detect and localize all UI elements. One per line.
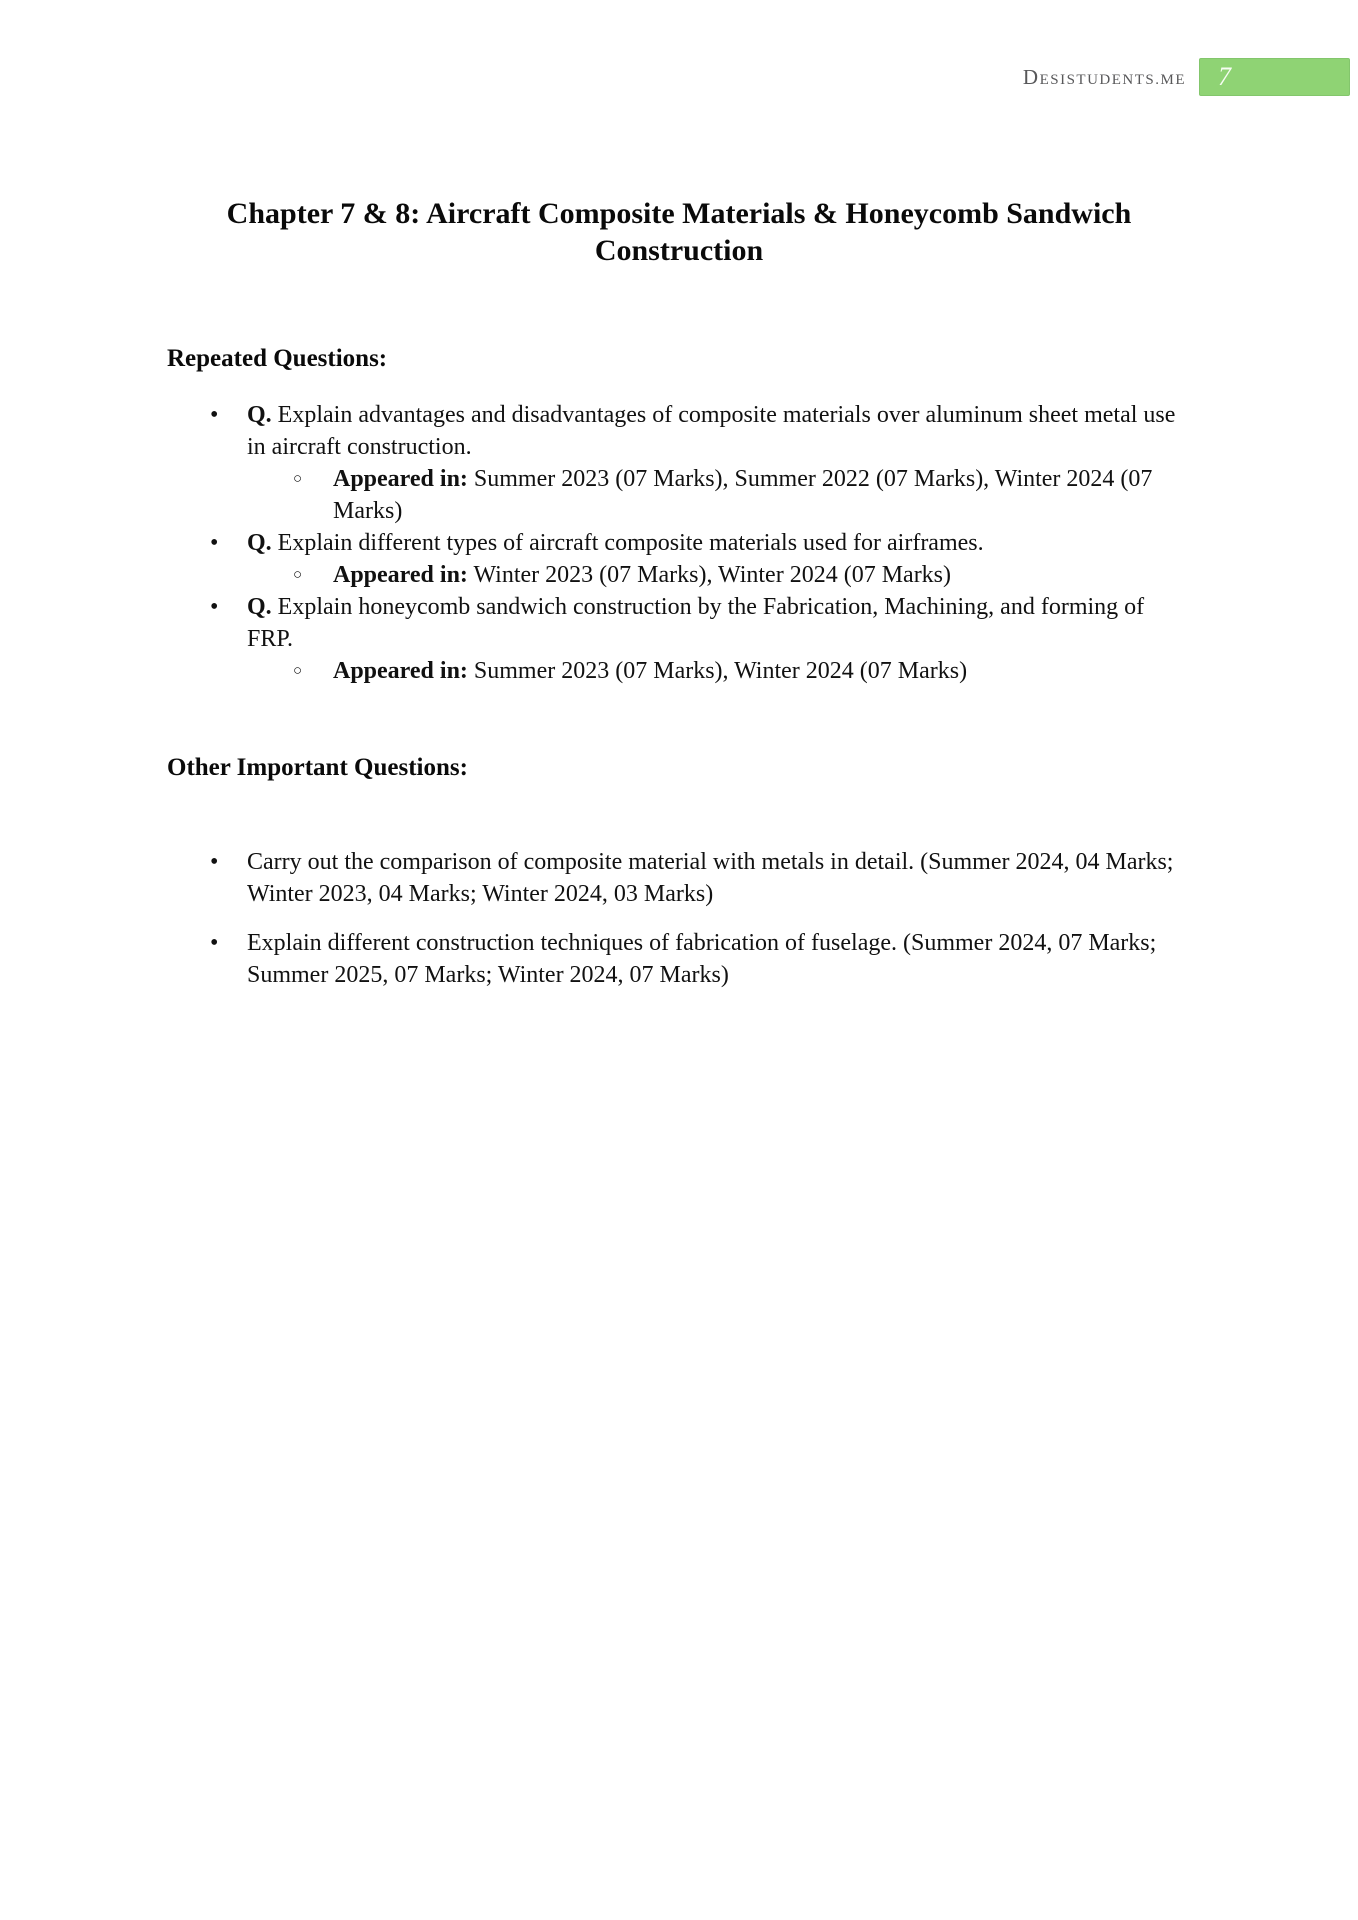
question-item (210, 399, 1196, 463)
page-number-badge (1199, 58, 1350, 96)
bullet-circle-icon: ○ (293, 567, 303, 583)
question-item (210, 927, 1196, 991)
question-text: Explain different types of aircraft composite materials used for airframes. (277, 530, 984, 556)
bullet-dot-icon: • (210, 930, 219, 956)
question-text: Explain advantages and disadvantages of composite materials over aluminum sheet metal use in aircraft construction. (247, 402, 1176, 460)
appeared-in-text: Summer 2023 (07 Marks), Winter 2024 (07 Marks) (473, 658, 968, 684)
question-item (210, 591, 1196, 655)
question-text: Carry out the comparison of composite material with metals in detail. (Summer 2024, 04 Marks; Winter 2023, 04 Marks; Winter 2024, 03 Marks) (247, 849, 1174, 907)
appeared-in-item (293, 655, 1196, 687)
appeared-in-item (293, 463, 1196, 527)
appeared-in-line (333, 463, 1196, 527)
question-text: Explain honeycomb sandwich construction by the Fabrication, Machining, and forming of FRP. (247, 594, 1145, 652)
site-name: DESISTUDENTS.ME (1022, 64, 1186, 89)
bullet-dot-icon: • (210, 530, 219, 556)
question-text-line (247, 591, 1196, 655)
bullet-dot-icon: • (210, 594, 219, 620)
question-prefix: Q. (247, 530, 272, 556)
question-text: Explain different construction techniques of fabrication of fuselage. (Summer 2024, 07 Marks; Summer 2025, 07 Marks; Winter 2024, 07 Marks) (247, 930, 1157, 988)
section-heading-repeated-questions: Repeated Questions: (167, 345, 388, 372)
question-prefix: Q. (247, 402, 272, 428)
question-item (210, 846, 1196, 910)
page-number: 7 (1218, 62, 1231, 91)
bullet-dot-icon: • (210, 849, 219, 875)
bullet-circle-icon: ○ (293, 663, 303, 679)
appeared-in-label: Appeared in: (333, 562, 468, 588)
appeared-in-text: Winter 2023 (07 Marks), Winter 2024 (07 Marks) (473, 562, 952, 588)
bullet-circle-icon: ○ (293, 471, 303, 487)
other-important-questions-list (0, 846, 1196, 991)
page-header (1023, 58, 1350, 96)
question-item (210, 527, 1196, 559)
question-text-line (247, 527, 1196, 559)
repeated-questions-list (0, 399, 1196, 687)
question-text-line (247, 399, 1196, 463)
appeared-in-line (333, 655, 1196, 687)
chapter-title: Chapter 7 & 8: Aircraft Composite Materials & Honeycomb Sandwich Construction (226, 197, 1132, 267)
question-prefix: Q. (247, 594, 272, 620)
section-heading-other-important-questions: Other Important Questions: (167, 754, 468, 781)
appeared-in-text: Summer 2023 (07 Marks), Summer 2022 (07 Marks), Winter 2024 (07 Marks) (333, 466, 1153, 524)
appeared-in-item (293, 559, 1196, 591)
appeared-in-label: Appeared in: (333, 658, 468, 684)
appeared-in-line (333, 559, 1196, 591)
bullet-dot-icon: • (210, 402, 219, 428)
appeared-in-label: Appeared in: (333, 466, 468, 492)
